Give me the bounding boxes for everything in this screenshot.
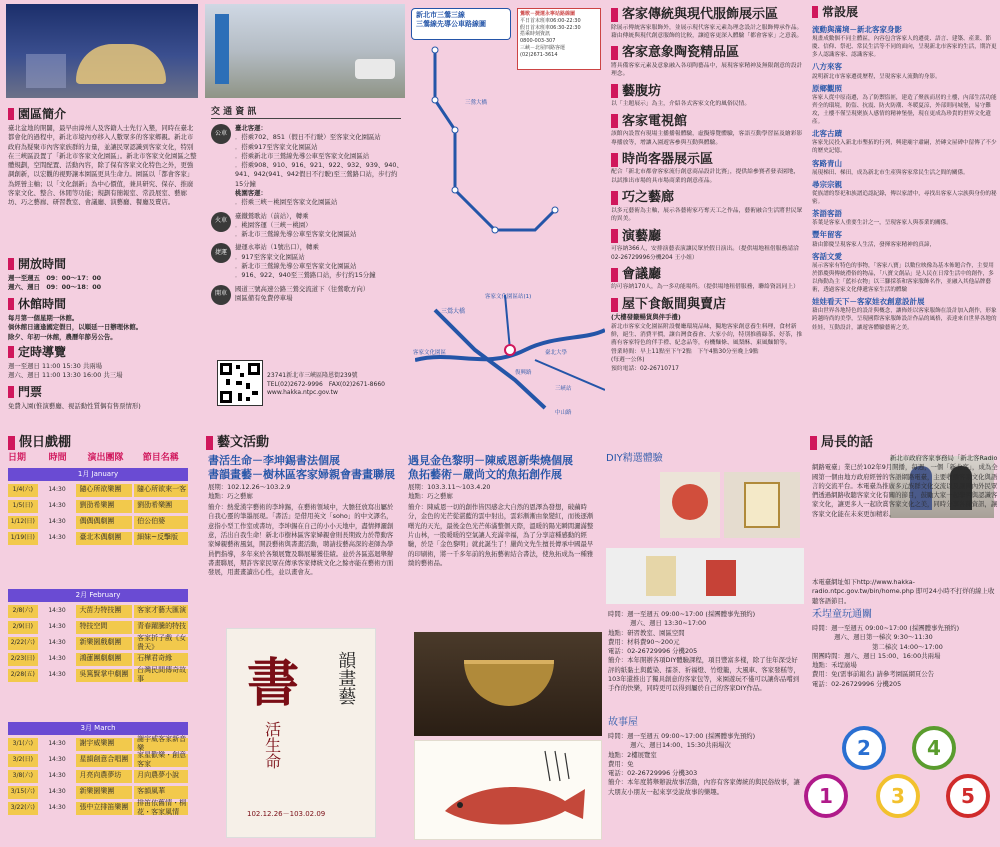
schedule-row: [8, 769, 188, 783]
bus-route-infobox: 鶯歌－捷運永寧站路線圖 平日首末班車06:00-22:30 假日首末班車06:30-22:30 搭乘時刻資訊 0800-003-307 三峽－北屋四路客運 (02)2671-3614: [517, 8, 601, 70]
hall-heading: 客家電視館: [611, 113, 805, 131]
drive-line: 國道三號高速公路三鶯交流道下（往鶯歌方向）: [235, 284, 370, 293]
train-line: 臺鐵鶯歌站（前站），轉乘: [235, 211, 309, 220]
hall-heading: 巧之藝廊: [611, 189, 805, 207]
schedule-group: 張中立排笛樂團: [76, 802, 132, 815]
facility-body: 藉由節慶呈現客家人生活，發揮客家精神的真諦，: [812, 241, 936, 248]
radio-line: 電話：02-26729996 分機205: [812, 679, 902, 688]
facility-body: 展現梯田、梯田，成為新北市生產與客家常民生活之間的關係。: [812, 169, 969, 176]
bus-line: ．搭乘702、851（假日不行駛）至客家文化園區站: [235, 133, 381, 142]
bus-company: 臺北客運：: [235, 124, 267, 132]
schedule-group: 偶偶偶劇團: [76, 516, 132, 529]
director-heading: 局長的話: [810, 434, 873, 452]
diy-body: 簡介：本年開辦各項DIY體驗課程，項目豐富多樣，除了往年深受好評的紙黏土與藍染、擂茶、祈福燈、竹燈籠，大風車、客家發糕等，103年還推出了獨具創意的客家包等，來園遊玩不僅可以讓你品嚐到手作的快樂，同時更可以得到屬於自己的客家DIY作品。: [608, 656, 800, 693]
car-icon: 開車: [211, 285, 231, 305]
schedule-show: 細妹~反擊版: [134, 532, 188, 545]
hall-body: 該館內設置有現場主播播報體驗，虛擬導覽體驗，客語互動學習區及繪彩影專播放等，增讓入園遊客參與互動與體驗。: [611, 131, 803, 146]
schedule-time: 14:30: [48, 756, 66, 764]
fish-print-artwork: [414, 740, 602, 840]
schedule-header: 日期 時間 演出團隊 節目名稱: [8, 453, 179, 463]
month-bar: 3月 March: [8, 722, 188, 735]
diy-time: 時間：週一至週五 09:00~17:00 (採團體事先預約): [608, 610, 756, 618]
schedule-show: 客家才藝大匯演: [134, 605, 188, 618]
radio-line: 地點：禾埕廣場: [812, 661, 857, 670]
diy-phone: 電話：02-26729996 分機205: [608, 647, 698, 656]
tours-line: 週六、週日 11:00 13:30 16:00 共三場: [8, 371, 123, 380]
closed-heading: 休館時間: [8, 296, 66, 312]
number-circle: 4: [912, 726, 956, 770]
calligraphy-poster: [226, 628, 376, 838]
schedule-group: 大苗力特技團: [76, 605, 132, 618]
map-label-bridge: 三鶯大橋: [441, 308, 466, 315]
schedule-show: 排笛依舊情・桐花・客家風情: [134, 802, 188, 815]
map-label-station: 三峽站: [555, 386, 572, 392]
schedule-show: 石樺君奇緣: [134, 653, 188, 666]
diy-place: 地點：研習教室、園區空間: [608, 628, 685, 637]
schedule-date: 2/28(五): [8, 669, 38, 682]
schedule-row: [8, 750, 188, 769]
schedule-row: [8, 620, 188, 634]
schedule-date: 1/19(日): [8, 532, 38, 545]
mrt-line: ．916、922、940至三鶯路口站，步行約15分鐘: [235, 271, 376, 280]
bus-line: ．搭乘908、910、916、921、922、932、939、940、941、942(941、942假日不行駛)至三鶯路口站，步行約15分鐘: [235, 161, 403, 188]
schedule-date: 3/15(六): [8, 786, 38, 799]
director-body: 新北市政府客家事務局「新北客Radio網路電臺」業已於102年9月開播，每週，一個「新北客」，成為全國第一個由地方政府經營的客語網路電臺，主要收播客家文化與語言的交流平台。本電臺為推廣多元族群文化交流以及讓國內外民眾們透過網路收聽客家文化有關的節目，鼓勵大家一起學習與認識客家文化，讓更多人一起欣賞客家文化之美，同時分享各種資訊，讓客家文化能在未來更加精彩。: [812, 454, 998, 518]
schedule-date: 1/5(日): [8, 500, 38, 513]
facility-title: 客路青山: [812, 158, 842, 168]
schedule-show: 青春躍騰的特技: [134, 621, 188, 634]
garden-intro-body: 臺北盆地的開闢，最早由漳州人及客籍人士先行入墾，同時在臺北都會化的過程中，新北市境內亦移入人數眾多的客家鄉親。新北市政府為疑聚市內客家族群的力量，並讓民眾認識到客家文化，特別在三峽區設置了「新北市客家文化園區」。新北市客家文化園區之整體規劃，空間配置、活動內容，除了保有客家文化特色之外，更強調創新，以宏觀的視野讓本園區更具生命力。園區以「都會客家」為經營主軸；以「文化創新」為中心價值，兼具研究、保存、推廣客家文化、整合、休閒等功能；規劃有簡報室、常設展室、藝廊坊、巧之藝廊、研習教室、會議廳、演藝廳、餐廳及賣店。: [8, 124, 197, 207]
hall-body: 將具備客家元素及意象融入各項陶藝品中，展現客家精神及無限創意的設計理念。: [611, 62, 803, 78]
radio-line: 時間：週一至週五 09:00~17:00 (採團體事先預約): [812, 624, 960, 632]
event2-title: 遇見金色黎明－陳威恩新柴燒個展: [408, 454, 573, 467]
story-time: 時間：週一至週五 09:00~17:00 (採團體事先預約): [608, 732, 756, 740]
facility-body: 藉由世界各地特色的設計與概念，讓佈娃以客家服飾在設計加入創作，形象跨越時尚的美學，呈現國際客家服飾設計作品的風格，表達來自世界各地的娃娃，互動設計，讓遊客體驗藝術之美。: [812, 308, 997, 331]
transport-column: [205, 0, 405, 428]
hall-body: 配合「新北市都會客家流行創意商品設計比賽」，提供給參賽者發表園地，以試推出市場的具市場商業的創意產品。: [611, 169, 800, 184]
story-fee: 費用：免: [608, 759, 634, 768]
hall-body: 可容納366人，安排演藝表演讓民眾於假日演出。（提供場地租借服務請洽02-26729996分機204 王小姐）: [611, 246, 799, 261]
diy-time2: 週六、週日 13:30~17:00: [630, 619, 707, 628]
event2-place: 地點：巧之藝廊: [408, 491, 453, 500]
poster-sub: 活生命: [262, 721, 282, 769]
bus-route-title: 新北市三鶯三線 三鶯線先導公車路線圖: [411, 8, 511, 40]
schedule-row: [8, 499, 188, 513]
number-circle: 5: [946, 774, 990, 818]
facility-title: 八方來客: [812, 62, 842, 72]
schedule-show: 謝宇威客家新音樂: [134, 738, 188, 751]
event1-date: 展期：102.12.26～103.2.9: [208, 482, 291, 491]
story-time2: 週六、週日14:00、15:30共兩場次: [630, 741, 731, 750]
map-label-fuxing: 復興路: [515, 370, 532, 376]
number-circle: 2: [842, 726, 886, 770]
facility-title: 北客古蹟: [812, 129, 842, 139]
schedule-group: 隨心所欲樂團: [76, 484, 132, 497]
schedule-time: 14:30: [48, 655, 66, 663]
ceramic-bowl-photo: [414, 632, 602, 736]
contact-web[interactable]: www.hakka.ntpc.gov.tw: [267, 389, 338, 397]
poster-date: 102.12.26－103.02.09: [247, 809, 326, 818]
poster-big-char: 書: [247, 653, 300, 714]
bus-stop-label: 三鶯大橋: [465, 100, 488, 106]
qr-code: [217, 360, 263, 406]
schedule-row: [8, 798, 188, 817]
story-body: 簡介：本年度將舉辦說故事活動，內容有客家傳統的與民俗故事，讓大朋友小朋友一起來享受說故事的樂趣。: [608, 778, 800, 796]
schedule-time: 14:30: [48, 534, 66, 542]
opening-hours-line: 週六、週日 09：00～18：00: [8, 283, 102, 292]
schedule-date: 3/2(日): [8, 754, 38, 767]
facilities-column: [810, 0, 998, 428]
bus-line: ．搭乘三峽－桃園至客家文化園區站: [235, 198, 338, 207]
facility-body: 規畫成數個不同主體區，內容包含客家人的遷徙、語言、建築、產業、節慶、信仰、祭祀、常民生活等不同的面向，呈現新北市客家的生活，期許更多人認識客家、認識客家。: [812, 36, 997, 59]
diy-craft-photo-3: [606, 548, 804, 604]
number-circle: 1: [804, 774, 848, 818]
schedule-date: 3/8(六): [8, 770, 38, 783]
director-web-line[interactable]: 本電臺網址如下http://www.hakka-radio.ntpc.gov.tw/bin/home.php 即可24小時不打烊的線上收聽客語節目。: [812, 578, 995, 605]
facility-body: 從族譜的祭祀和族譜追認紀錄，傳以家譜中，尋找出客家人宗族與身份的秘密。: [812, 190, 997, 206]
tickets-heading: 門票: [8, 384, 42, 400]
garden-intro-heading: 園區簡介: [8, 106, 66, 122]
tours-line: 週一至週日 11:00 15:30 共兩場: [8, 362, 103, 370]
diy-craft-photo-1: [660, 472, 720, 538]
schedule-row: [8, 483, 188, 497]
schedule-row: [8, 515, 188, 529]
map-label-school: 臺北大學: [545, 350, 568, 356]
schedule-show: 台灣民間傳奇故事: [134, 669, 188, 682]
schedule-time: 14:30: [48, 639, 66, 647]
schedule-group: 鴻蓮團劇劇團: [76, 653, 132, 666]
number-circle: 3: [876, 774, 920, 818]
facility-body: 客家人從中原南遷，為了防禦盜匪，建造了聚族而居的土樓，內部生活功能齊全的環境，防盜、抗震、防火防潮、冬暖夏涼，外部則同城堡，易守難攻，土樓不僅呈現聚族人感情的精神堡壘，現在更成為珍貴的世界文化遺產。: [812, 94, 997, 126]
month-bar: 2月 February: [8, 589, 188, 602]
holiday-shows-heading: 假日戲棚: [8, 434, 71, 452]
schedule-time: 14:30: [48, 607, 66, 615]
diy-craft-photo-2: [724, 472, 800, 538]
bus-route-diagram: [405, 40, 605, 270]
schedule-group: 吳篤賢掌中劇團: [76, 669, 132, 682]
event1-title: 書活生命－李坤錫書法個展: [208, 454, 340, 467]
facility-title: 流動與滿境－新北客家身影: [812, 25, 902, 34]
hall-body: 除展示傳統客家服飾外，並展示現代客家元素為理念設計之服飾傳承作品。藉由傳統與現代創意服飾的比較，讓遊客更深入體驗「都會客家」之意義。: [611, 24, 803, 39]
event1-title2: 書韻畫藝－樹林區客家婦親會書畫聯展: [208, 468, 395, 482]
train-icon: 火車: [211, 212, 231, 232]
art-activities-heading: 藝文活動: [206, 434, 269, 452]
schedule-show: 隨心所欲來一客: [134, 484, 188, 497]
closed-line: 每月第一個星期一休館。: [8, 314, 79, 322]
tickets-line: 免費入園(惟演藝廳、視話動性質偶有售票情形): [8, 402, 141, 410]
schedule-time: 14:30: [48, 518, 66, 526]
facility-body: 客家先民投入新北市墾拓的行列，興建廟宇肅嗣，於磚文屋碑中留傳了不少的歷史記憶。: [812, 140, 997, 155]
closed-line: 除夕、年初一休館，農曆年節另公告。: [8, 332, 117, 341]
left-column: [0, 0, 205, 428]
schedule-date: 2/23(日): [8, 653, 38, 666]
hall-heading: 會議廳: [611, 266, 805, 284]
schedule-row: [8, 633, 188, 652]
hall-hours: 營業時間：早上11點至下午2點 下午4點30分至晚上9點: [611, 348, 759, 355]
schedule-date: 2/9(日): [8, 621, 38, 634]
map-column: [405, 0, 605, 428]
schedule-time: 14:30: [48, 772, 66, 780]
story-place: 地點：2樓展覽室: [608, 750, 657, 759]
bus-line: ．搭乘917至客家文化園區站: [235, 142, 318, 151]
bus-line: ．搭乘新北市三鶯線先導公車至客家文化園區站: [235, 151, 370, 160]
facility-title: 茶語客語: [812, 209, 842, 219]
mrt-line: ．新北市三鶯線先導公車至客家文化園區站: [235, 261, 357, 270]
schedule-time: 14:30: [48, 671, 66, 679]
schedule-group: 謝宇威樂團: [76, 738, 132, 751]
facility-title: 客話文愛: [812, 251, 842, 261]
map-label-park: 客家文化園區: [413, 350, 447, 356]
story-phone: 電話：02-26729996 分機303: [608, 769, 698, 778]
schedule-time: 14:30: [48, 486, 66, 494]
schedule-row: [8, 652, 188, 666]
opening-hours-line: 週一至週五 09：00～17：00: [8, 274, 102, 282]
bottom-band: [0, 428, 1000, 847]
facility-title: 豐年留客: [812, 230, 842, 240]
hall-phone: 預約電話：02-26710717: [611, 365, 679, 372]
transport-heading: 交 通 資 訊: [211, 107, 257, 117]
diy-fee: 費用：材料費90～200元: [608, 637, 680, 646]
train-line: ．新北市三鶯線先導公車至客家文化園區站: [235, 230, 357, 239]
facility-title: 娃娃看天下－客家娃衣創意設計展: [812, 297, 925, 307]
schedule-group: 星韻創意合唱團: [76, 754, 132, 767]
diy-heading: DIY精選體驗: [606, 453, 663, 464]
mrt-icon: 捷運: [211, 243, 231, 263]
schedule-row: [8, 734, 188, 753]
hall-heading: 藝腹坊: [611, 83, 805, 101]
schedule-row: [8, 604, 188, 618]
facility-body: 展示客家有特色的事物，「客家八寶」以數位映像為基本佈題合作，主要用於節慶與傳統禮俗的物品，「八寶文創品」是人民在日常生活中的創作，多以佈動為主「藍衫衣物」以三腳採茶和客家服飾名作，並融入其他品牌藝術，透過客家文化傳遞客家生活的體驗: [812, 262, 994, 294]
map-label-road: 中山路: [555, 410, 572, 416]
contact-address: 23741新北市三峽區隆恩街239號: [267, 372, 358, 379]
facility-title: 尋宗宗親: [812, 179, 842, 189]
radio-line: 週六、週日第一梯次 9:30～11:30: [834, 633, 933, 642]
event2-title2: 魚拓藝術－嚴尚文的魚拓創作展: [408, 468, 562, 482]
facility-body: 說明新北市客家遷徙歷程，呈現客家人流動的身影。: [812, 73, 941, 80]
mrt-line: 捷運永寧站（1號出口），轉乘: [235, 243, 319, 252]
schedule-show: 客家折子戲《女貴天》: [134, 637, 188, 650]
schedule-date: 3/1(六): [8, 738, 38, 751]
tours-heading: 定時導覽: [8, 344, 66, 360]
halls-column: [607, 0, 807, 428]
schedule-show: 劉劭希樂團: [134, 500, 188, 513]
schedule-group: 新樂園樂團: [76, 786, 132, 799]
hall-heading: 客家傳統與現代服飾展示區: [611, 6, 805, 24]
bus-icon: 公車: [211, 124, 231, 144]
schedule-row: [8, 665, 188, 684]
facility-body: 茶葉是客家人重要生計之一，呈現客家人與茶業的關係。: [812, 220, 952, 227]
facility-title: 原鄉觀照: [812, 83, 842, 93]
event1-body: 簡介：熱愛漢字藝術的李坤錫，在藝術領域中，大膽狂放寫出屬於自我心靈的筆墨展現。「書活」是借用英文「soho」的中文譯名，意指小型工作室或書坊，李坤錫在自己的小小天地中，盡情揮灑創意，活出自我生命！新北市樹林區客家婦親會則長期致力於帶動客家婦親藝術風氣，開設藝術與書畫活動，聘請技藝高深的老師為學員們指導，多年來於各類展覽及聯展屢獲佳績。並於各區巡迴舉辦書畫聯展，期許客家民眾在傳承客家傳統文化之餘亦能在藝術方面發展，用畫畫讀出心性，並以畫會友。: [208, 503, 394, 577]
drive-line: 園區備有免費停車場: [235, 293, 293, 302]
hall-body: 以「主題展示」為主，介紹各式客家文化的風俗民情。: [611, 101, 751, 108]
event2-date: 展期：103.3.11～103.4.20: [408, 482, 491, 491]
radio-line: 費用：免(需事前報名) 請參考園區網頁公告: [812, 670, 935, 679]
bus-company: 桃園客運：: [235, 188, 267, 197]
poster-right: 韻畫藝: [335, 651, 357, 705]
schedule-date: 1/4(六): [8, 484, 38, 497]
schedule-show: 家星歡樂・創意客家: [134, 754, 188, 767]
contact-tel: TEL(02)2672-9996 FAX(02)2671-8660: [267, 380, 385, 388]
hall-heading: 時尚客器展示區: [611, 151, 805, 169]
schedule-show: 月向農夢小說: [134, 770, 188, 783]
schedule-date: 1/12(日): [8, 516, 38, 529]
radio-line: 開團時間：週六、週日 15:00、16:00共兩場: [812, 651, 941, 660]
schedule-time: 14:30: [48, 804, 66, 812]
schedule-date: 3/22(六): [8, 802, 38, 815]
schedule-time: 14:30: [48, 740, 66, 748]
radio-line: 第二梯次 14:00～17:00: [872, 642, 943, 651]
mrt-line: ．917至客家文化園區站: [235, 252, 305, 261]
schedule-group: 新樂園戲劇團: [76, 637, 132, 650]
holiday-schedule: [8, 452, 188, 815]
schedule-time: 14:30: [48, 623, 66, 631]
hall-heading: 演藝廳: [611, 228, 805, 246]
event2-body: 簡介：陳威恩一切的創作皆因感念大自然的恩澤為發想，破繭時分，金色的光芒從湛藍的雲中射出，雲彩漸漸由象變紅，而後逐漸曙光的天光，最後金色光芒佈滿整個天際，溫暖的陽光瞬間灑滿整片山林，一股暖暖的空氣讓人充滿幸福，為了分享這種感動的經驗，於是「金色黎明」就此誕生了！嚴尚文先生擅長傳承中國最早的印刷術，將一千多年前的魚拓藝術結合書法，使魚拓成為一種雅緻的藝術品。: [408, 503, 594, 567]
hall-body: 新北市客家文化園區附設餐廳環境品味，獨地客家創意養生料理，食材新鮮，絕生、消費平價，讓台灣食養會、大家小約，特別推薦綠茶、好茶，推薦有客家特色的伴手禮、紀念品等，有機麵條、風梨酥、東風麵館等。: [611, 323, 803, 347]
train-line: ．桃園客運（三峽－桃園）: [235, 220, 312, 229]
schedule-time: 14:30: [48, 788, 66, 796]
schedule-time: 14:30: [48, 502, 66, 510]
schedule-date: 2/8(六): [8, 605, 38, 618]
facilities-heading: 常設展: [812, 4, 858, 20]
schedule-show: 伯公伯婆: [134, 516, 188, 529]
schedule-date: 2/22(六): [8, 637, 38, 650]
hall-heading: 屋下食飯間與賣店: [611, 296, 805, 314]
hall-subtitle: (大樓發籤暢貨與伴手禮): [611, 313, 681, 322]
story-heading: 故事屋: [608, 717, 638, 728]
schedule-group: 劉劭希樂團: [76, 500, 132, 513]
month-bar: 1月 January: [8, 468, 188, 481]
hall-body: 約可容納170人，為一多功能場所。（提供場地租借服務，聯絡資訊同上）: [611, 284, 799, 291]
map-label-hakka-station: 客家文化園區站(1): [485, 294, 532, 300]
parking-lot-photo: [205, 4, 405, 98]
hall-body: 以多元藝術為主軸，展示各藝術家巧奪天工之作品，藝術融合生活將世民眾的異美。: [611, 207, 803, 223]
hall-heading: 客家意象陶瓷精品區: [611, 44, 805, 62]
schedule-row: [8, 785, 188, 799]
hall-note: (每週一公休): [611, 357, 645, 364]
schedule-group: 特技空間: [76, 621, 132, 634]
schedule-group: 臺北木偶劇團: [76, 532, 132, 545]
closed-line: 倘休館日適逢國定假日，以順延一日辦理休館。: [8, 323, 143, 332]
event1-place: 地點：巧之藝廊: [208, 491, 253, 500]
schedule-show: 客韻風華: [134, 786, 188, 799]
venue-night-photo: [6, 4, 198, 98]
opening-hours-heading: 開放時間: [8, 256, 66, 272]
schedule-group: 月亮向農夢坊: [76, 770, 132, 783]
radio-heading: 禾埕童玩通關: [812, 609, 872, 620]
schedule-row: [8, 531, 188, 545]
